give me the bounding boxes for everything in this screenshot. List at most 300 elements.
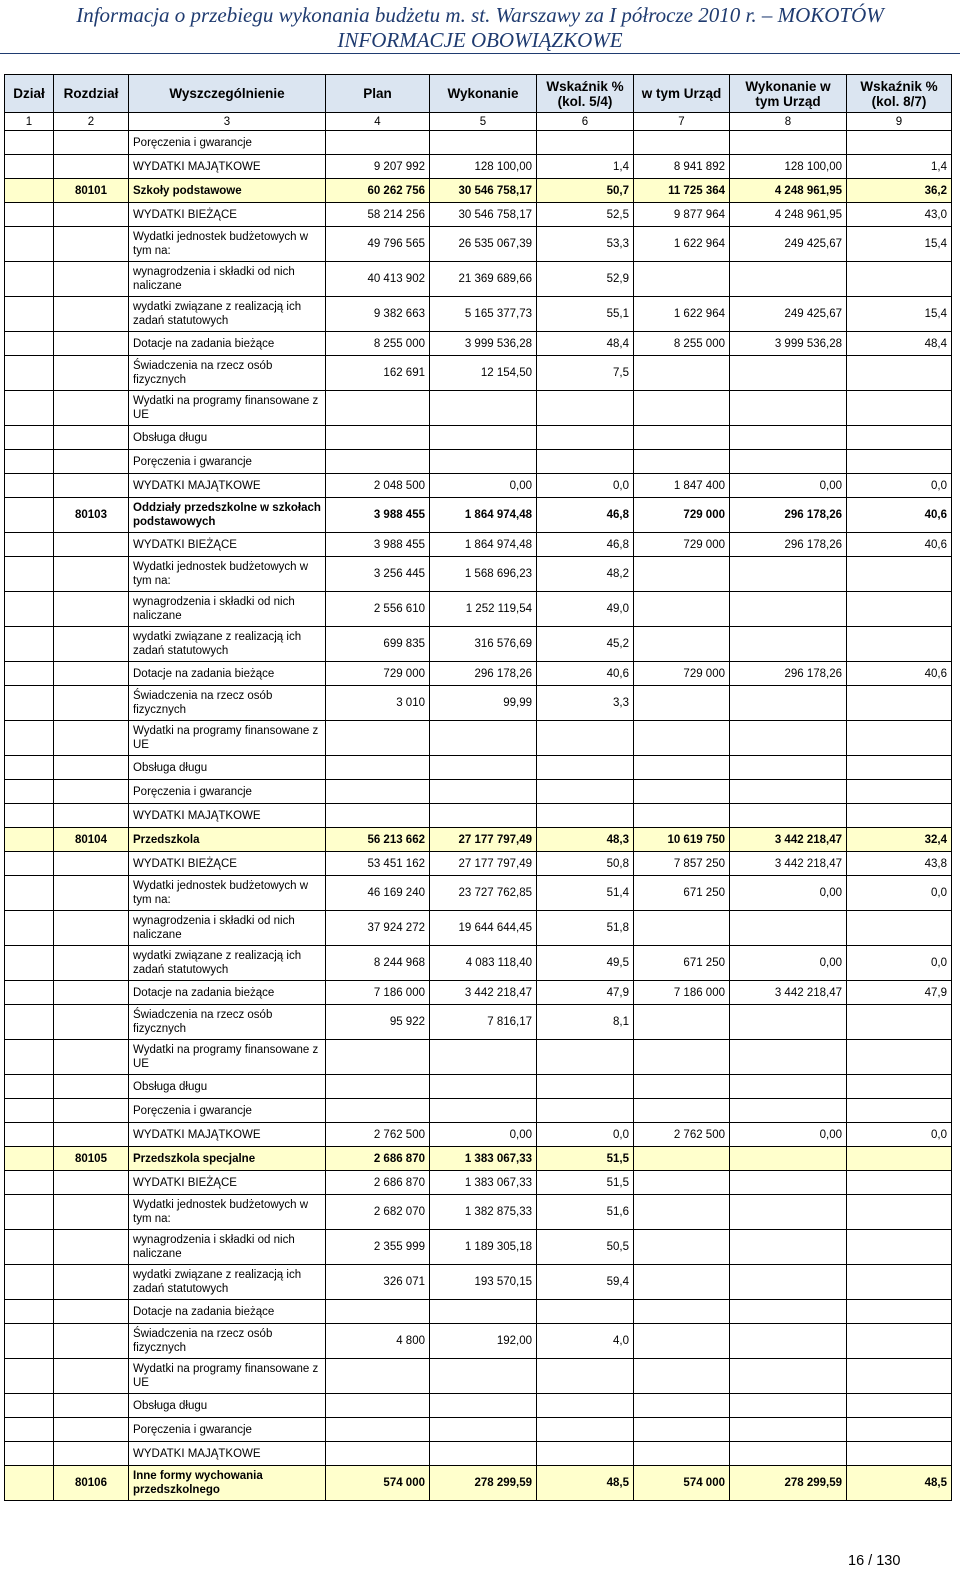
cell-dzial bbox=[5, 780, 54, 804]
cell-plan bbox=[326, 426, 430, 450]
cell-wykonanie-urzad bbox=[730, 1300, 847, 1324]
table-row bbox=[5, 1147, 952, 1171]
cell-wykonanie-urzad: 296 178,26 bbox=[730, 498, 847, 533]
col-number: 6 bbox=[537, 113, 634, 131]
cell-wykonanie-urzad bbox=[730, 1147, 847, 1171]
cell-w-tym-urzad: 671 250 bbox=[634, 876, 730, 911]
cell-wykonanie-urzad: 0,00 bbox=[730, 1123, 847, 1147]
cell-plan bbox=[326, 1040, 430, 1075]
cell-wykonanie-urzad: 249 425,67 bbox=[730, 227, 847, 262]
cell-dzial bbox=[5, 450, 54, 474]
cell-plan: 162 691 bbox=[326, 356, 430, 391]
cell-wskaznik-urzad bbox=[847, 1300, 952, 1324]
cell-wskaznik bbox=[537, 1442, 634, 1466]
header-rule bbox=[0, 53, 960, 54]
cell-wykonanie: 128 100,00 bbox=[430, 155, 537, 179]
cell-w-tym-urzad bbox=[634, 592, 730, 627]
table-row bbox=[5, 852, 952, 876]
cell-plan bbox=[326, 1442, 430, 1466]
cell-wykonanie bbox=[430, 804, 537, 828]
cell-wyszczegolnienie: Poręczenia i gwarancje bbox=[129, 780, 326, 804]
cell-rozdzial bbox=[54, 450, 129, 474]
table-row bbox=[5, 557, 952, 592]
cell-wyszczegolnienie: wydatki związane z realizacją ich zadań statutowych bbox=[129, 627, 326, 662]
cell-plan: 3 256 445 bbox=[326, 557, 430, 592]
table-row bbox=[5, 876, 952, 911]
cell-dzial bbox=[5, 474, 54, 498]
col-number: 2 bbox=[54, 113, 129, 131]
table-row bbox=[5, 155, 952, 179]
page-number: 16 / 130 bbox=[848, 1553, 901, 1569]
cell-wyszczegolnienie: Inne formy wychowania przedszkolnego bbox=[129, 1466, 326, 1501]
cell-rozdzial: 80106 bbox=[54, 1466, 129, 1501]
cell-wskaznik: 47,9 bbox=[537, 981, 634, 1005]
cell-plan: 49 796 565 bbox=[326, 227, 430, 262]
cell-wskaznik: 3,3 bbox=[537, 686, 634, 721]
cell-wykonanie bbox=[430, 1418, 537, 1442]
cell-wskaznik bbox=[537, 1040, 634, 1075]
cell-wskaznik-urzad: 0,0 bbox=[847, 1123, 952, 1147]
cell-dzial bbox=[5, 828, 54, 852]
cell-wyszczegolnienie: Świadczenia na rzecz osób fizycznych bbox=[129, 356, 326, 391]
cell-plan: 2 686 870 bbox=[326, 1171, 430, 1195]
cell-w-tym-urzad bbox=[634, 1147, 730, 1171]
cell-rozdzial bbox=[54, 1099, 129, 1123]
cell-wyszczegolnienie: Poręczenia i gwarancje bbox=[129, 131, 326, 155]
cell-wykonanie-urzad bbox=[730, 1359, 847, 1394]
col-number: 7 bbox=[634, 113, 730, 131]
cell-wskaznik-urzad: 43,0 bbox=[847, 203, 952, 227]
cell-wskaznik: 51,8 bbox=[537, 911, 634, 946]
cell-wskaznik: 51,5 bbox=[537, 1171, 634, 1195]
cell-wskaznik: 48,3 bbox=[537, 828, 634, 852]
cell-dzial bbox=[5, 946, 54, 981]
cell-plan bbox=[326, 1359, 430, 1394]
cell-wskaznik-urzad bbox=[847, 557, 952, 592]
cell-plan: 699 835 bbox=[326, 627, 430, 662]
cell-wyszczegolnienie: Poręczenia i gwarancje bbox=[129, 450, 326, 474]
cell-w-tym-urzad: 8 255 000 bbox=[634, 332, 730, 356]
cell-wskaznik: 52,9 bbox=[537, 262, 634, 297]
cell-wykonanie: 3 999 536,28 bbox=[430, 332, 537, 356]
cell-plan bbox=[326, 804, 430, 828]
cell-wskaznik-urzad: 32,4 bbox=[847, 828, 952, 852]
table-row bbox=[5, 1265, 952, 1300]
cell-plan: 3 010 bbox=[326, 686, 430, 721]
cell-wskaznik: 50,7 bbox=[537, 179, 634, 203]
cell-wskaznik-urzad bbox=[847, 627, 952, 662]
cell-wskaznik-urzad: 1,4 bbox=[847, 155, 952, 179]
cell-wskaznik: 48,5 bbox=[537, 1466, 634, 1501]
cell-wyszczegolnienie: Przedszkola bbox=[129, 828, 326, 852]
cell-dzial bbox=[5, 1195, 54, 1230]
cell-wskaznik-urzad bbox=[847, 1147, 952, 1171]
cell-w-tym-urzad bbox=[634, 1005, 730, 1040]
column-header-row bbox=[5, 75, 952, 113]
cell-plan: 8 255 000 bbox=[326, 332, 430, 356]
cell-plan: 58 214 256 bbox=[326, 203, 430, 227]
cell-dzial bbox=[5, 1040, 54, 1075]
cell-wyszczegolnienie: WYDATKI MAJĄTKOWE bbox=[129, 1123, 326, 1147]
cell-dzial bbox=[5, 756, 54, 780]
cell-rozdzial bbox=[54, 1040, 129, 1075]
col-header-wykonanie: Wykonanie bbox=[430, 75, 537, 113]
cell-plan bbox=[326, 1394, 430, 1418]
cell-wskaznik bbox=[537, 756, 634, 780]
cell-wykonanie: 1 189 305,18 bbox=[430, 1230, 537, 1265]
cell-rozdzial bbox=[54, 356, 129, 391]
cell-wykonanie-urzad bbox=[730, 1418, 847, 1442]
cell-wyszczegolnienie: Przedszkola specjalne bbox=[129, 1147, 326, 1171]
page-header bbox=[0, 0, 960, 52]
cell-wykonanie-urzad bbox=[730, 686, 847, 721]
cell-wyszczegolnienie: Dotacje na zadania bieżące bbox=[129, 981, 326, 1005]
cell-wykonanie-urzad bbox=[730, 592, 847, 627]
cell-wykonanie bbox=[430, 721, 537, 756]
cell-w-tym-urzad: 10 619 750 bbox=[634, 828, 730, 852]
cell-wskaznik-urzad bbox=[847, 131, 952, 155]
cell-w-tym-urzad bbox=[634, 1195, 730, 1230]
cell-plan: 2 556 610 bbox=[326, 592, 430, 627]
cell-wykonanie-urzad: 296 178,26 bbox=[730, 533, 847, 557]
cell-w-tym-urzad: 671 250 bbox=[634, 946, 730, 981]
cell-wskaznik-urzad bbox=[847, 780, 952, 804]
cell-wykonanie: 30 546 758,17 bbox=[430, 203, 537, 227]
col-header-rozdzial: Rozdział bbox=[54, 75, 129, 113]
table-row bbox=[5, 1099, 952, 1123]
cell-wskaznik: 4,0 bbox=[537, 1324, 634, 1359]
table-body bbox=[5, 131, 952, 1501]
cell-dzial bbox=[5, 1230, 54, 1265]
cell-w-tym-urzad bbox=[634, 1040, 730, 1075]
cell-wykonanie: 27 177 797,49 bbox=[430, 828, 537, 852]
cell-wykonanie-urzad: 3 999 536,28 bbox=[730, 332, 847, 356]
cell-plan bbox=[326, 1099, 430, 1123]
cell-wykonanie: 99,99 bbox=[430, 686, 537, 721]
cell-wykonanie-urzad bbox=[730, 1195, 847, 1230]
cell-w-tym-urzad: 8 941 892 bbox=[634, 155, 730, 179]
table-row bbox=[5, 911, 952, 946]
cell-wykonanie-urzad bbox=[730, 1075, 847, 1099]
cell-dzial bbox=[5, 1324, 54, 1359]
table-row bbox=[5, 426, 952, 450]
table-row bbox=[5, 227, 952, 262]
cell-dzial bbox=[5, 876, 54, 911]
cell-dzial bbox=[5, 592, 54, 627]
cell-wskaznik: 53,3 bbox=[537, 227, 634, 262]
cell-w-tym-urzad bbox=[634, 1265, 730, 1300]
cell-wykonanie bbox=[430, 426, 537, 450]
cell-w-tym-urzad bbox=[634, 911, 730, 946]
table-row bbox=[5, 1040, 952, 1075]
cell-wyszczegolnienie: Oddziały przedszkolne w szkołach podstawowych bbox=[129, 498, 326, 533]
cell-rozdzial bbox=[54, 533, 129, 557]
cell-w-tym-urzad: 729 000 bbox=[634, 498, 730, 533]
cell-plan: 2 355 999 bbox=[326, 1230, 430, 1265]
cell-dzial bbox=[5, 155, 54, 179]
cell-plan bbox=[326, 1418, 430, 1442]
cell-wykonanie: 1 383 067,33 bbox=[430, 1147, 537, 1171]
cell-wyszczegolnienie: Obsługa długu bbox=[129, 1075, 326, 1099]
cell-w-tym-urzad: 1 622 964 bbox=[634, 227, 730, 262]
cell-dzial bbox=[5, 627, 54, 662]
cell-w-tym-urzad: 11 725 364 bbox=[634, 179, 730, 203]
cell-rozdzial bbox=[54, 262, 129, 297]
table-row bbox=[5, 1171, 952, 1195]
cell-wykonanie: 1 864 974,48 bbox=[430, 498, 537, 533]
cell-wskaznik: 0,0 bbox=[537, 1123, 634, 1147]
cell-wyszczegolnienie: Obsługa długu bbox=[129, 426, 326, 450]
cell-wykonanie-urzad bbox=[730, 1394, 847, 1418]
cell-wykonanie-urzad bbox=[730, 391, 847, 426]
cell-dzial bbox=[5, 498, 54, 533]
cell-w-tym-urzad bbox=[634, 450, 730, 474]
col-number: 3 bbox=[129, 113, 326, 131]
cell-wskaznik-urzad bbox=[847, 1171, 952, 1195]
cell-dzial bbox=[5, 1171, 54, 1195]
cell-w-tym-urzad: 574 000 bbox=[634, 1466, 730, 1501]
cell-dzial bbox=[5, 227, 54, 262]
cell-w-tym-urzad: 9 877 964 bbox=[634, 203, 730, 227]
cell-wykonanie: 1 252 119,54 bbox=[430, 592, 537, 627]
cell-plan bbox=[326, 721, 430, 756]
cell-wykonanie bbox=[430, 1040, 537, 1075]
cell-wyszczegolnienie: WYDATKI MAJĄTKOWE bbox=[129, 155, 326, 179]
cell-wykonanie: 3 442 218,47 bbox=[430, 981, 537, 1005]
cell-w-tym-urzad: 7 186 000 bbox=[634, 981, 730, 1005]
table-row bbox=[5, 1466, 952, 1501]
cell-wykonanie bbox=[430, 1075, 537, 1099]
cell-rozdzial bbox=[54, 981, 129, 1005]
cell-plan: 7 186 000 bbox=[326, 981, 430, 1005]
table-row bbox=[5, 474, 952, 498]
cell-wskaznik bbox=[537, 391, 634, 426]
cell-wyszczegolnienie: Świadczenia na rzecz osób fizycznych bbox=[129, 1324, 326, 1359]
cell-w-tym-urzad: 729 000 bbox=[634, 533, 730, 557]
cell-wykonanie-urzad bbox=[730, 804, 847, 828]
cell-rozdzial bbox=[54, 1394, 129, 1418]
cell-wskaznik: 48,4 bbox=[537, 332, 634, 356]
cell-rozdzial bbox=[54, 1195, 129, 1230]
cell-rozdzial bbox=[54, 911, 129, 946]
cell-wykonanie: 12 154,50 bbox=[430, 356, 537, 391]
cell-w-tym-urzad bbox=[634, 1324, 730, 1359]
cell-wykonanie: 0,00 bbox=[430, 1123, 537, 1147]
cell-wyszczegolnienie: wynagrodzenia i składki od nich naliczane bbox=[129, 592, 326, 627]
cell-wyszczegolnienie: Dotacje na zadania bieżące bbox=[129, 662, 326, 686]
table-row bbox=[5, 780, 952, 804]
cell-wskaznik-urzad: 48,5 bbox=[847, 1466, 952, 1501]
table-row bbox=[5, 450, 952, 474]
cell-wyszczegolnienie: WYDATKI BIEŻĄCE bbox=[129, 203, 326, 227]
table-row bbox=[5, 131, 952, 155]
table-row bbox=[5, 356, 952, 391]
cell-dzial bbox=[5, 391, 54, 426]
table-row bbox=[5, 332, 952, 356]
cell-wykonanie bbox=[430, 450, 537, 474]
cell-wykonanie-urzad bbox=[730, 627, 847, 662]
cell-wykonanie: 1 382 875,33 bbox=[430, 1195, 537, 1230]
cell-w-tym-urzad bbox=[634, 1418, 730, 1442]
table-row bbox=[5, 1005, 952, 1040]
cell-w-tym-urzad bbox=[634, 391, 730, 426]
cell-wskaznik bbox=[537, 1099, 634, 1123]
cell-w-tym-urzad: 1 847 400 bbox=[634, 474, 730, 498]
cell-wskaznik: 48,2 bbox=[537, 557, 634, 592]
cell-dzial bbox=[5, 131, 54, 155]
cell-wskaznik-urzad bbox=[847, 1442, 952, 1466]
cell-rozdzial bbox=[54, 1418, 129, 1442]
cell-w-tym-urzad bbox=[634, 426, 730, 450]
cell-wyszczegolnienie: Dotacje na zadania bieżące bbox=[129, 1300, 326, 1324]
cell-w-tym-urzad: 2 762 500 bbox=[634, 1123, 730, 1147]
cell-wyszczegolnienie: WYDATKI MAJĄTKOWE bbox=[129, 804, 326, 828]
cell-wykonanie-urzad bbox=[730, 756, 847, 780]
cell-wykonanie-urzad bbox=[730, 1442, 847, 1466]
col-header-plan: Plan bbox=[326, 75, 430, 113]
cell-plan: 2 682 070 bbox=[326, 1195, 430, 1230]
cell-w-tym-urzad bbox=[634, 1099, 730, 1123]
cell-dzial bbox=[5, 662, 54, 686]
cell-dzial bbox=[5, 911, 54, 946]
cell-w-tym-urzad: 1 622 964 bbox=[634, 297, 730, 332]
cell-wyszczegolnienie: wynagrodzenia i składki od nich naliczane bbox=[129, 262, 326, 297]
table-row bbox=[5, 1123, 952, 1147]
cell-rozdzial bbox=[54, 557, 129, 592]
cell-rozdzial bbox=[54, 1300, 129, 1324]
cell-wykonanie: 1 568 696,23 bbox=[430, 557, 537, 592]
cell-dzial bbox=[5, 356, 54, 391]
cell-wykonanie: 4 083 118,40 bbox=[430, 946, 537, 981]
cell-wskaznik: 8,1 bbox=[537, 1005, 634, 1040]
cell-w-tym-urzad bbox=[634, 756, 730, 780]
cell-rozdzial bbox=[54, 1359, 129, 1394]
cell-wskaznik: 59,4 bbox=[537, 1265, 634, 1300]
cell-wskaznik bbox=[537, 780, 634, 804]
cell-dzial bbox=[5, 1265, 54, 1300]
cell-wykonanie-urzad: 3 442 218,47 bbox=[730, 981, 847, 1005]
cell-wykonanie-urzad bbox=[730, 1230, 847, 1265]
table-row bbox=[5, 179, 952, 203]
cell-wykonanie: 23 727 762,85 bbox=[430, 876, 537, 911]
cell-plan: 3 988 455 bbox=[326, 533, 430, 557]
cell-plan bbox=[326, 1075, 430, 1099]
cell-wykonanie-urzad bbox=[730, 557, 847, 592]
cell-wyszczegolnienie: wynagrodzenia i składki od nich naliczane bbox=[129, 911, 326, 946]
cell-dzial bbox=[5, 297, 54, 332]
cell-w-tym-urzad bbox=[634, 1171, 730, 1195]
table-row bbox=[5, 721, 952, 756]
cell-plan: 574 000 bbox=[326, 1466, 430, 1501]
cell-dzial bbox=[5, 332, 54, 356]
cell-w-tym-urzad bbox=[634, 1230, 730, 1265]
cell-wskaznik bbox=[537, 721, 634, 756]
cell-rozdzial bbox=[54, 332, 129, 356]
cell-wskaznik-urzad bbox=[847, 1075, 952, 1099]
cell-wskaznik: 52,5 bbox=[537, 203, 634, 227]
cell-rozdzial bbox=[54, 1075, 129, 1099]
cell-wykonanie: 0,00 bbox=[430, 474, 537, 498]
cell-wykonanie-urzad: 296 178,26 bbox=[730, 662, 847, 686]
cell-plan: 2 762 500 bbox=[326, 1123, 430, 1147]
cell-wskaznik-urzad bbox=[847, 686, 952, 721]
cell-plan bbox=[326, 450, 430, 474]
cell-wykonanie: 278 299,59 bbox=[430, 1466, 537, 1501]
cell-dzial bbox=[5, 1005, 54, 1040]
cell-rozdzial bbox=[54, 592, 129, 627]
cell-wskaznik-urzad bbox=[847, 1359, 952, 1394]
cell-wykonanie-urzad: 4 248 961,95 bbox=[730, 203, 847, 227]
cell-wskaznik bbox=[537, 426, 634, 450]
cell-wykonanie: 1 864 974,48 bbox=[430, 533, 537, 557]
cell-rozdzial bbox=[54, 1442, 129, 1466]
cell-wskaznik bbox=[537, 1359, 634, 1394]
cell-wykonanie bbox=[430, 1442, 537, 1466]
cell-wskaznik-urzad bbox=[847, 450, 952, 474]
cell-plan bbox=[326, 780, 430, 804]
cell-wyszczegolnienie: wynagrodzenia i składki od nich naliczane bbox=[129, 1230, 326, 1265]
col-number: 8 bbox=[730, 113, 847, 131]
table-row bbox=[5, 498, 952, 533]
cell-wykonanie-urzad: 0,00 bbox=[730, 474, 847, 498]
col-number: 9 bbox=[847, 113, 952, 131]
cell-wskaznik-urzad: 40,6 bbox=[847, 498, 952, 533]
cell-wykonanie: 7 816,17 bbox=[430, 1005, 537, 1040]
cell-plan bbox=[326, 756, 430, 780]
cell-wykonanie-urzad bbox=[730, 1005, 847, 1040]
cell-wykonanie-urzad bbox=[730, 1040, 847, 1075]
cell-plan: 4 800 bbox=[326, 1324, 430, 1359]
cell-wykonanie bbox=[430, 780, 537, 804]
table-row bbox=[5, 1442, 952, 1466]
cell-wykonanie: 26 535 067,39 bbox=[430, 227, 537, 262]
cell-wskaznik: 45,2 bbox=[537, 627, 634, 662]
budget-table bbox=[4, 74, 952, 1501]
cell-wskaznik bbox=[537, 131, 634, 155]
cell-wskaznik: 49,5 bbox=[537, 946, 634, 981]
cell-wykonanie: 30 546 758,17 bbox=[430, 179, 537, 203]
cell-wyszczegolnienie: Wydatki na programy finansowane z UE bbox=[129, 721, 326, 756]
cell-wskaznik-urzad: 43,8 bbox=[847, 852, 952, 876]
cell-wykonanie bbox=[430, 756, 537, 780]
table-row bbox=[5, 686, 952, 721]
cell-plan: 3 988 455 bbox=[326, 498, 430, 533]
cell-wskaznik-urzad: 48,4 bbox=[847, 332, 952, 356]
cell-wyszczegolnienie: Wydatki jednostek budżetowych w tym na: bbox=[129, 1195, 326, 1230]
cell-wyszczegolnienie: wydatki związane z realizacją ich zadań statutowych bbox=[129, 1265, 326, 1300]
table-row bbox=[5, 533, 952, 557]
cell-wyszczegolnienie: Wydatki jednostek budżetowych w tym na: bbox=[129, 876, 326, 911]
cell-w-tym-urzad bbox=[634, 686, 730, 721]
col-header-wskaznik-8-7: Wskaźnik % (kol. 8/7) bbox=[847, 75, 952, 113]
cell-dzial bbox=[5, 179, 54, 203]
table-row bbox=[5, 1230, 952, 1265]
cell-wskaznik-urzad bbox=[847, 1099, 952, 1123]
cell-wyszczegolnienie: Poręczenia i gwarancje bbox=[129, 1418, 326, 1442]
cell-wykonanie: 316 576,69 bbox=[430, 627, 537, 662]
table-row bbox=[5, 1394, 952, 1418]
table-row bbox=[5, 1195, 952, 1230]
cell-wykonanie bbox=[430, 391, 537, 426]
col-number: 1 bbox=[5, 113, 54, 131]
cell-w-tym-urzad bbox=[634, 262, 730, 297]
cell-wyszczegolnienie: Szkoły podstawowe bbox=[129, 179, 326, 203]
cell-dzial bbox=[5, 804, 54, 828]
cell-wyszczegolnienie: Świadczenia na rzecz osób fizycznych bbox=[129, 1005, 326, 1040]
col-header-w-tym-urzad: w tym Urząd bbox=[634, 75, 730, 113]
cell-dzial bbox=[5, 721, 54, 756]
cell-dzial bbox=[5, 1147, 54, 1171]
